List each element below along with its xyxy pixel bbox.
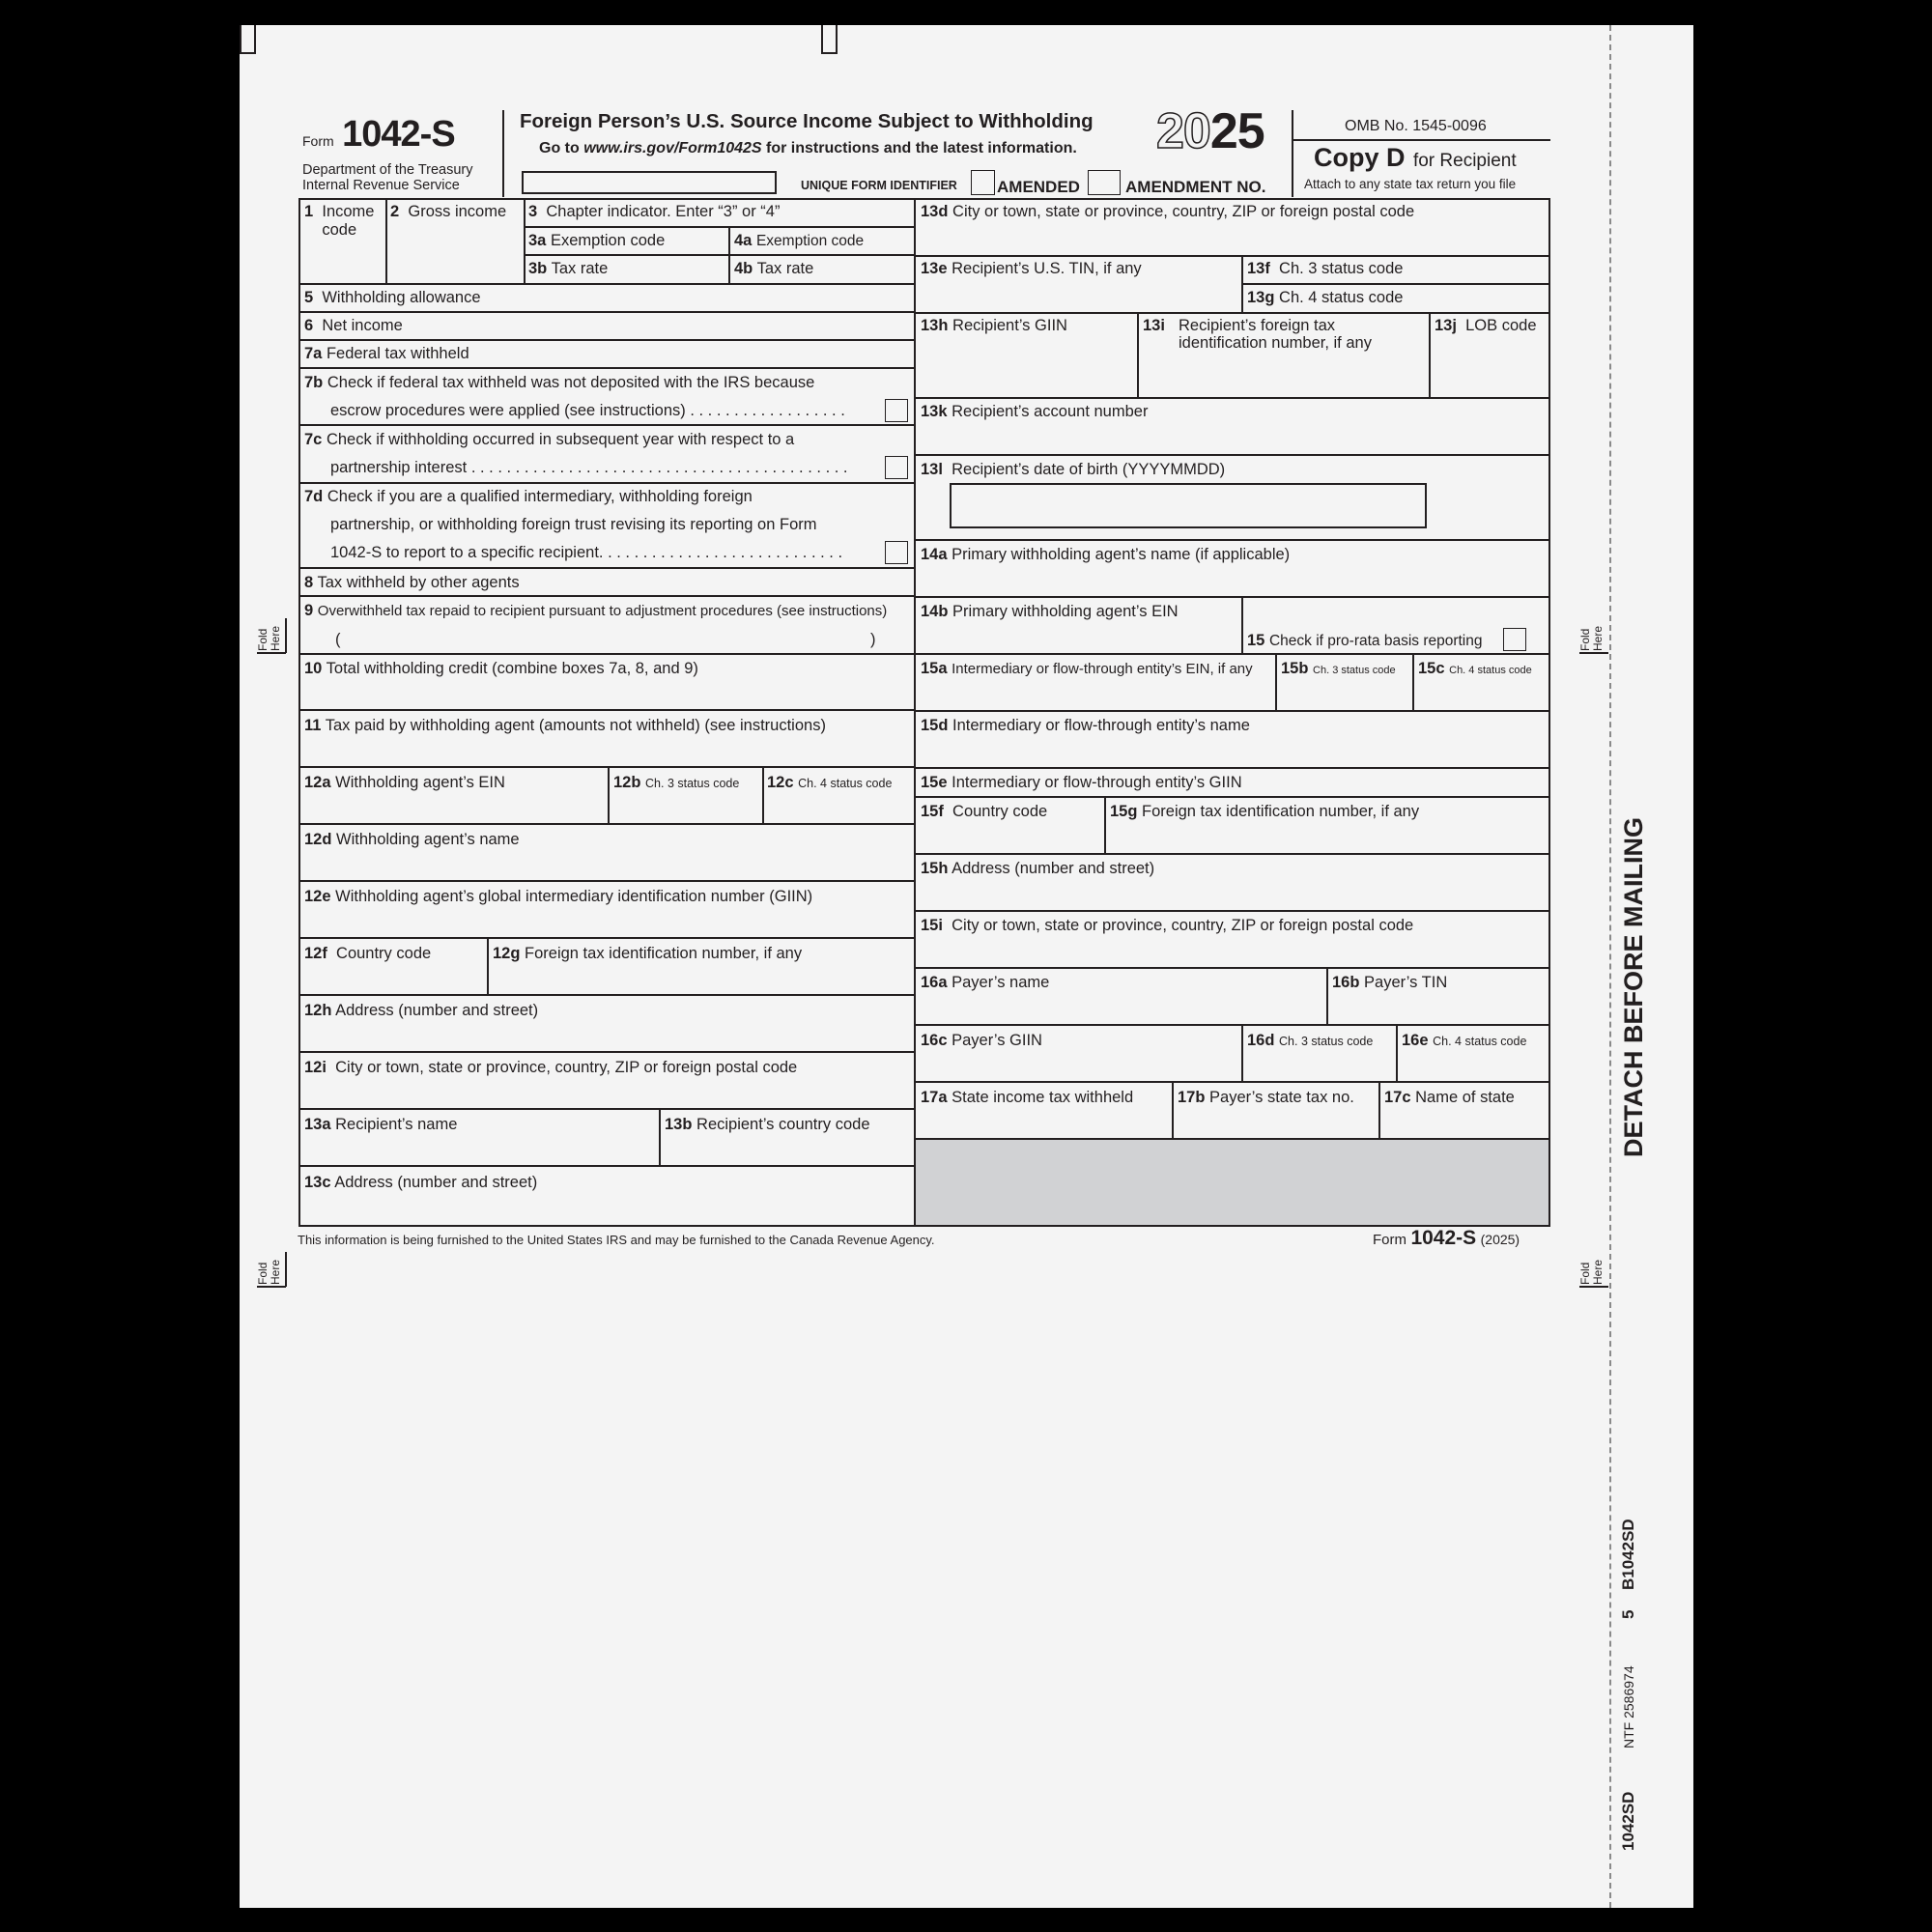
amendment-number-label: AMENDMENT NO. (1125, 178, 1266, 196)
box-6-label: 6 Net income (304, 317, 403, 334)
box-12h-label: 12h Address (number and street) (304, 1002, 539, 1019)
box-16c-label: 16c Payer’s GIIN (921, 1032, 1042, 1049)
box-14a-label: 14a Primary withholding agent’s name (if applicable) (921, 546, 1291, 563)
registration-mark-center (821, 25, 838, 54)
form-title: Foreign Person’s U.S. Source Income Subject to Withholding (520, 110, 1094, 132)
box-12d-label: 12d Withholding agent’s name (304, 831, 520, 848)
date-of-birth-input[interactable] (950, 483, 1427, 528)
amendment-number-input[interactable] (1088, 170, 1121, 195)
form-id-block (302, 114, 455, 156)
fold-mark-left-2: Fold Here (257, 1252, 288, 1287)
box-15c-label: 15c Ch. 4 status code (1418, 660, 1532, 677)
code-b1042sd: B1042SD (1619, 1519, 1637, 1590)
box-12c-label: 12c Ch. 4 status code (767, 774, 893, 791)
box-7b-line-2: escrow procedures were applied (see instructions) . . . . . . . . . . . . . . . . . . (330, 402, 845, 419)
box-7b-checkbox[interactable] (885, 399, 908, 422)
box-8-label: 8 Tax withheld by other agents (304, 574, 520, 591)
box-13f-label: 13f Ch. 3 status code (1247, 260, 1404, 277)
box-17a-label: 17a State income tax withheld (921, 1089, 1134, 1106)
box-3a-label: 3a Exemption code (528, 232, 666, 249)
fold-mark-right-2: Fold Here (1579, 1252, 1610, 1287)
copy-big: Copy D (1314, 143, 1406, 172)
box-11-label: 11 Tax paid by withholding agent (amounts not withheld) (see instructions) (304, 717, 826, 734)
copy-note: Attach to any state tax return you file (1304, 177, 1517, 191)
box-15a-label: 15a Intermediary or flow-through entity’s EIN, if any (921, 660, 1253, 677)
box-13i-label: 13i (1143, 317, 1165, 334)
box-16a-label: 16a Payer’s name (921, 974, 1050, 991)
box-13i-line-1: Recipient’s foreign tax (1179, 317, 1336, 334)
box-13d-label: 13d City or town, state or province, country, ZIP or foreign postal code (921, 203, 1415, 220)
registration-mark-left (240, 25, 256, 54)
year-outline: 20 (1156, 103, 1210, 159)
amended-label: AMENDED (997, 178, 1080, 196)
footer-notice: This information is being furnished to the United States IRS and may be furnished to the Canada Revenue Agency. (298, 1233, 935, 1247)
box-15e-label: 15e Intermediary or flow-through entity’s GIIN (921, 774, 1242, 791)
perforation-line (1609, 25, 1611, 1908)
box-5-label: 5 Withholding allowance (304, 289, 481, 306)
code-5: 5 (1619, 1609, 1637, 1619)
irs-link[interactable]: www.irs.gov/Form1042S (583, 140, 762, 156)
amended-checkbox[interactable] (971, 170, 995, 195)
box-15i-label: 15i City or town, state or province, country, ZIP or foreign postal code (921, 917, 1414, 934)
box-4a-label: 4a Exemption code (734, 232, 865, 249)
box-9-close-paren: ) (870, 631, 876, 648)
box-13g-label: 13g Ch. 4 status code (1247, 289, 1404, 306)
box-10-label: 10 Total withholding credit (combine boxes 7a, 8, and 9) (304, 660, 698, 677)
box-13h-label: 13h Recipient’s GIIN (921, 317, 1067, 334)
box-12i-label: 12i City or town, state or province, country, ZIP or foreign postal code (304, 1059, 798, 1076)
box-2-label: 2 Gross income (390, 203, 507, 220)
unique-form-identifier-label: UNIQUE FORM IDENTIFIER (801, 179, 957, 192)
box-3b-label: 3b Tax rate (528, 260, 609, 277)
header-divider-1 (502, 110, 504, 197)
box-15h-label: 15h Address (number and street) (921, 860, 1155, 877)
unique-form-identifier-input[interactable] (522, 171, 777, 194)
code-ntf: NTF 2586974 (1621, 1665, 1636, 1748)
box-12g-label: 12g Foreign tax identification number, if any (493, 945, 803, 962)
header-divider-2 (1292, 110, 1293, 197)
box-16d-label: 16d Ch. 3 status code (1247, 1032, 1374, 1049)
fold-mark-left-1: Fold Here (257, 618, 288, 653)
box-7d-checkbox[interactable] (885, 541, 908, 564)
box-16e-label: 16e Ch. 4 status code (1402, 1032, 1527, 1049)
box-7c-line-1: 7c Check if withholding occurred in subsequent year with respect to a (304, 431, 795, 448)
goto-line (539, 140, 1077, 157)
footer-form-id (1373, 1227, 1520, 1250)
box-12b-label: 12b Ch. 3 status code (613, 774, 740, 791)
year-bold: 25 (1209, 103, 1264, 159)
box-7b-line-1: 7b Check if federal tax withheld was not deposited with the IRS because (304, 374, 815, 391)
box-7d-line-2: partnership, or withholding foreign trust revising its reporting on Form (330, 516, 817, 533)
fold-mark-right-1: Fold Here (1579, 618, 1610, 653)
omb-number: OMB No. 1545-0096 (1345, 118, 1487, 134)
box-13c-label: 13c Address (number and street) (304, 1174, 538, 1191)
box-9-label: 9 Overwithheld tax repaid to recipient pursuant to adjustment procedures (see instructions) (304, 602, 888, 619)
box-13b-label: 13b Recipient’s country code (665, 1116, 870, 1133)
form-number: 1042-S (342, 114, 455, 155)
box-13k-label: 13k Recipient’s account number (921, 403, 1149, 420)
footer-form-number: 1042-S (1410, 1227, 1477, 1249)
box-7c-checkbox[interactable] (885, 456, 908, 479)
box-3-label: 3 Chapter indicator. Enter “3” or “4” (528, 203, 781, 220)
box-7c-line-2: partnership interest . . . . . . . . . . . . . . . . . . . . . . . . . . . . . . . . . . . . . . . . . . . (330, 459, 848, 476)
box-15b-label: 15b Ch. 3 status code (1281, 660, 1396, 677)
box-13l-label: 13l Recipient’s date of birth (YYYYMMDD) (921, 461, 1226, 478)
pro-rata-checkbox[interactable] (1503, 628, 1526, 651)
box-15-label: 15 Check if pro-rata basis reporting (1247, 632, 1483, 649)
tax-year (1156, 102, 1264, 160)
box-13j-label: 13j LOB code (1435, 317, 1537, 334)
copy-small: for Recipient (1412, 151, 1517, 171)
detach-before-mailing: DETACH BEFORE MAILING (1619, 817, 1648, 1157)
box-4b-label: 4b Tax rate (734, 260, 814, 277)
box-13e-label: 13e Recipient’s U.S. TIN, if any (921, 260, 1142, 277)
box-12a-label: 12a Withholding agent’s EIN (304, 774, 505, 791)
dept-line-2: Internal Revenue Service (302, 178, 460, 193)
code-1042sd: 1042SD (1619, 1791, 1637, 1851)
box-17b-label: 17b Payer’s state tax no. (1178, 1089, 1354, 1106)
box-13i-line-2: identification number, if any (1179, 334, 1372, 352)
box-15f-label: 15f Country code (921, 803, 1048, 820)
box-7d-line-1: 7d Check if you are a qualified intermediary, withholding foreign (304, 488, 753, 505)
goto-prefix: Go to (539, 140, 584, 156)
box-9-open-paren: ( (335, 631, 341, 648)
box-13a-label: 13a Recipient’s name (304, 1116, 458, 1133)
footer-form-prefix: Form (1373, 1232, 1406, 1248)
box-16b-label: 16b Payer’s TIN (1332, 974, 1448, 991)
omb-rule (1293, 139, 1550, 141)
box-15g-label: 15g Foreign tax identification number, if any (1110, 803, 1420, 820)
box-7a-label: 7a Federal tax withheld (304, 345, 469, 362)
box-17c-label: 17c Name of state (1384, 1089, 1515, 1106)
form-prefix: Form (302, 133, 334, 149)
shaded-box (914, 1138, 1550, 1227)
footer-form-year: (2025) (1480, 1232, 1520, 1247)
dept-line-1: Department of the Treasury (302, 162, 473, 178)
goto-suffix: for instructions and the latest information. (761, 140, 1077, 156)
box-12e-label: 12e Withholding agent’s global intermediary identification number (GIIN) (304, 888, 813, 905)
box-1-label: 1 Income code (304, 203, 375, 239)
box-15d-label: 15d Intermediary or flow-through entity’s name (921, 717, 1250, 734)
box-12f-label: 12f Country code (304, 945, 432, 962)
box-14b-label: 14b Primary withholding agent’s EIN (921, 603, 1179, 620)
box-7d-line-3: 1042-S to report to a specific recipient. . . . . . . . . . . . . . . . . . . . . . . . . . . . (330, 544, 843, 561)
copy-designation (1314, 143, 1517, 173)
